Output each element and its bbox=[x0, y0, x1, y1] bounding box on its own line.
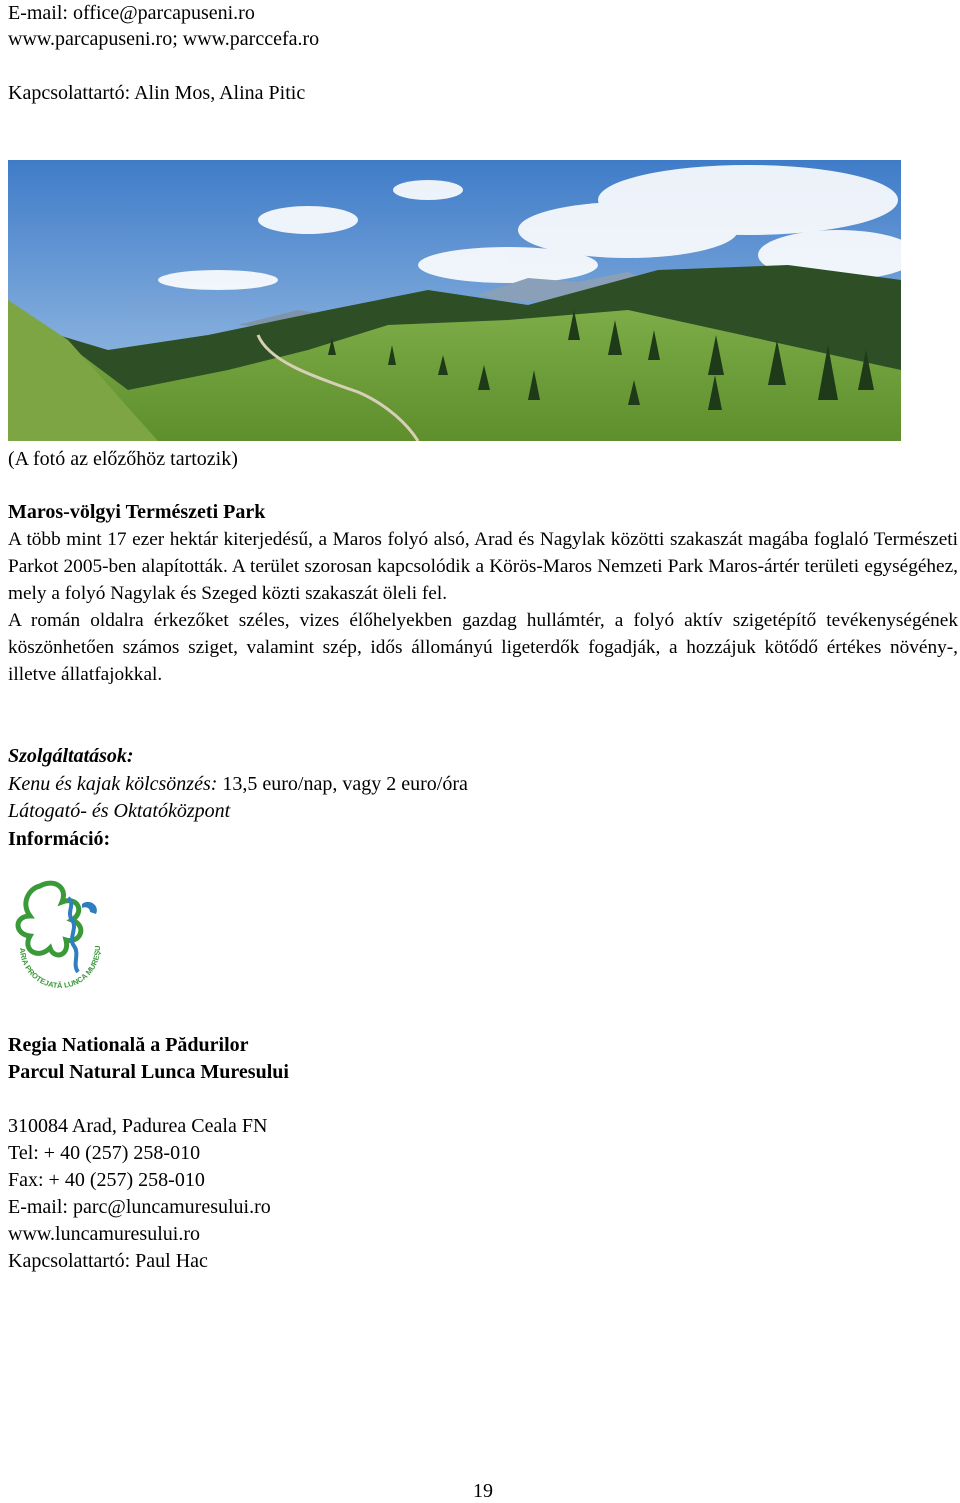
park-description-1: A több mint 17 ezer hektár kiterjedésű, a Maros folyó alsó, Arad és Nagylak közötti szakaszát magába foglaló Természeti Parkot 2005-ben alapították. A terület szorosan kapcsolódik a Körös-Maros Nemzeti Park Maros-ártér területi egységéhez, mely a folyó Nagylak és Szeged közti szakaszát öleli fel. bbox=[8, 529, 958, 604]
page-number: 19 bbox=[473, 1480, 493, 1502]
contact-person: Kapcsolattartó: Alin Mos, Alina Pitic bbox=[8, 82, 306, 104]
services-item-center: Látogató- és Oktatóközpont bbox=[8, 800, 231, 822]
services-heading: Szolgáltatások: bbox=[8, 745, 134, 767]
org-website: www.luncamuresului.ro bbox=[8, 1223, 200, 1245]
org-fax: Fax: + 40 (257) 258-010 bbox=[8, 1169, 205, 1191]
logo-text: ARIA PROTEJATĂ LUNCA MUREŞU bbox=[17, 945, 103, 991]
park-title: Maros-völgyi Természeti Park bbox=[8, 501, 266, 523]
park-logo bbox=[10, 878, 108, 1003]
services-item-rental bbox=[8, 771, 468, 797]
contact-email: E-mail: office@parcapuseni.ro bbox=[8, 2, 255, 24]
info-heading: Információ: bbox=[8, 828, 111, 850]
services-item-rental-value: 13,5 euro/nap, vagy 2 euro/óra bbox=[217, 773, 468, 795]
landscape-photo bbox=[8, 160, 901, 441]
org-address: 310084 Arad, Padurea Ceala FN bbox=[8, 1115, 268, 1137]
photo-caption: (A fotó az előzőhöz tartozik) bbox=[8, 448, 238, 470]
org-tel: Tel: + 40 (257) 258-010 bbox=[8, 1142, 201, 1164]
org-name-1: Regia Natională a Pădurilor bbox=[8, 1034, 249, 1056]
park-description-2: A román oldalra érkezőket széles, vizes élőhelyekben gazdag hullámtér, a folyó aktív szigetépítő tevékenységének köszönhetően számos sziget, valamint szép, idős állományú ligeterdők fogadják, a hozzájuk kötődő értékes növény-, illetve állatfajokkal. bbox=[8, 610, 958, 685]
services-item-rental-label: Kenu és kajak kölcsönzés: bbox=[8, 773, 218, 795]
contact-websites: www.parcapuseni.ro; www.parccefa.ro bbox=[8, 28, 320, 50]
org-contact-person: Kapcsolattartó: Paul Hac bbox=[8, 1250, 208, 1272]
org-name-2: Parcul Natural Lunca Muresului bbox=[8, 1061, 289, 1083]
org-email: E-mail: parc@luncamuresului.ro bbox=[8, 1196, 271, 1218]
